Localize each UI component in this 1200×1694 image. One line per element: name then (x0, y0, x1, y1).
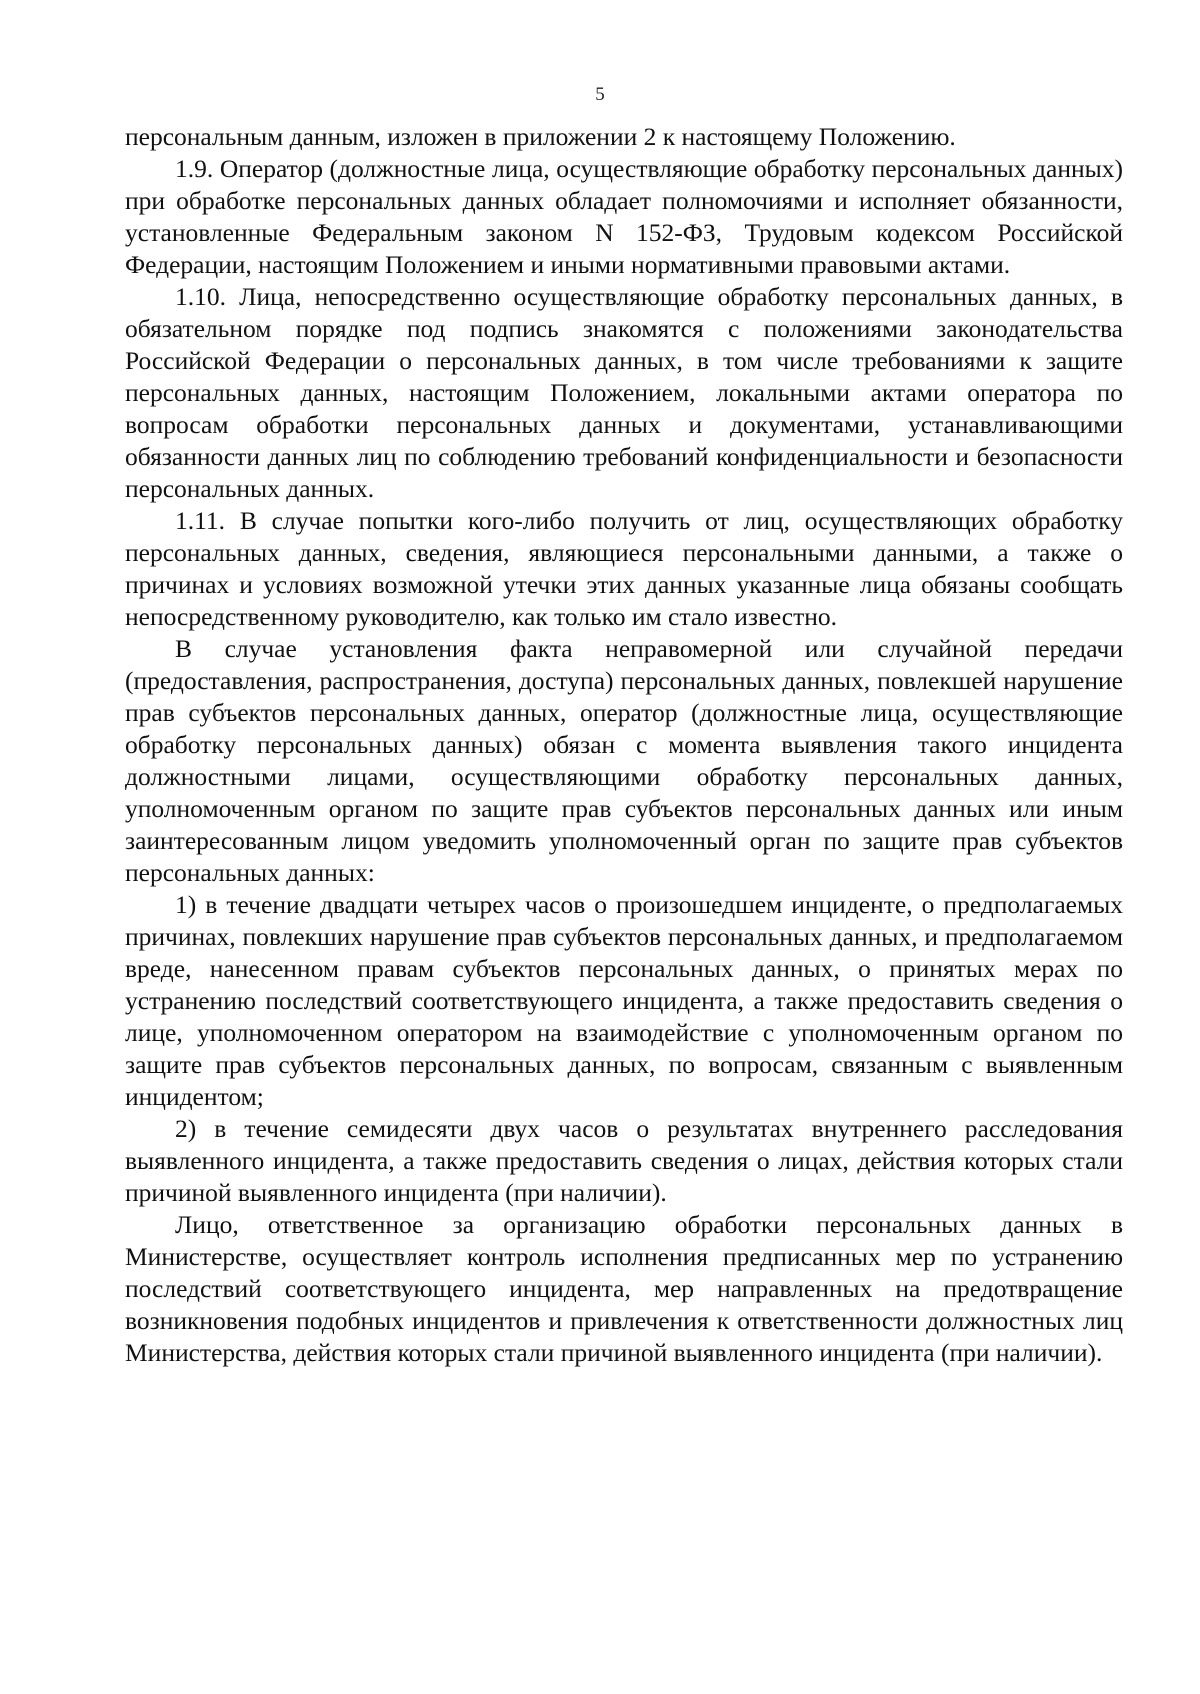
document-body (125, 121, 1123, 1369)
paragraph-1-9: 1.9. Оператор (должностные лица, осуществляющие обработку персональных данных) при обработке персональных данных обладает полномочиями и исполняет обязанности, установленные Федеральным законом N 152-ФЗ, Трудовым кодексом Российской Федерации, настоящим Положением и иными нормативными правовыми актами. (125, 154, 1123, 279)
page-number: 5 (595, 84, 605, 105)
paragraph-responsible-person: Лицо, ответственное за организацию обработки персональных данных в Министерстве, осуществляет контроль исполнения предписанных мер по устранению последствий соответствующего инцидента, мер направленных на предотвращение возникновения подобных инцидентов и привлечения к ответственности должностных лиц Министерства, действия которых стали причиной выявленного инцидента (при наличии). (125, 1210, 1123, 1367)
paragraph-continuation: персональным данным, изложен в приложении 2 к настоящему Положению. (125, 122, 956, 151)
paragraph-incident-notification: В случае установления факта неправомерной или случайной передачи (предоставления, распространения, доступа) персональных данных, повлекшей нарушение прав субъектов персональных данных, оператор (должностные лица, осуществляющие обработку персональных данных) обязан с момента выявления такого инцидента должностными лицами, осуществляющими обработку персональных данных, уполномоченным органом по защите прав субъектов персональных данных или иным заинтересованным лицом уведомить уполномоченный орган по защите прав субъектов персональных данных: (125, 634, 1123, 887)
list-item-2: 2) в течение семидесяти двух часов о результатах внутреннего расследования выявленного инцидента, а также предоставить сведения о лицах, действия которых стали причиной выявленного инцидента (при наличии). (125, 1114, 1123, 1207)
list-item-1: 1) в течение двадцати четырех часов о произошедшем инциденте, о предполагаемых причинах, повлекших нарушение прав субъектов персональных данных, и предполагаемом вреде, нанесенном правам субъектов персональных данных, о принятых мерах по устранению последствий соответствующего инцидента, а также предоставить сведения о лице, уполномоченном оператором на взаимодействие с уполномоченным органом по защите прав субъектов персональных данных, по вопросам, связанным с выявленным инцидентом; (125, 890, 1123, 1111)
paragraph-1-11: 1.11. В случае попытки кого-либо получить от лиц, осуществляющих обработку персональных данных, сведения, являющиеся персональными данными, а также о причинах и условиях возможной утечки этих данных указанные лица обязаны сообщать непосредственному руководителю, как только им стало известно. (125, 506, 1123, 631)
paragraph-1-10: 1.10. Лица, непосредственно осуществляющие обработку персональных данных, в обязательном порядке под подпись знакомятся с положениями законодательства Российской Федерации о персональных данных, в том числе требованиями к защите персональных данных, настоящим Положением, локальными актами оператора по вопросам обработки персональных данных и документами, устанавливающими обязанности данных лиц по соблюдению требований конфиденциальности и безопасности персональных данных. (125, 282, 1123, 503)
